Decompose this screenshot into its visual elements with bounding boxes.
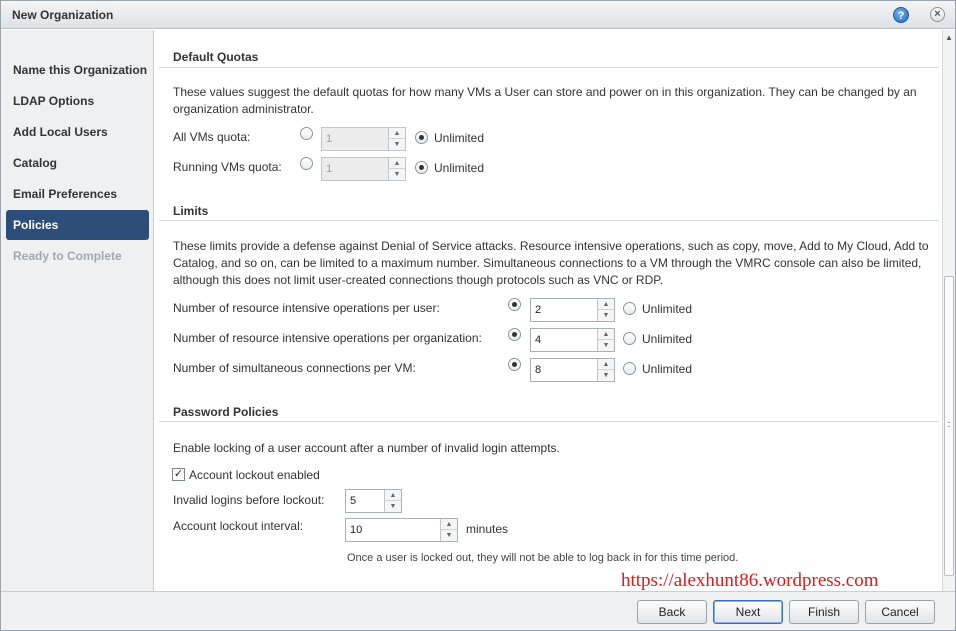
connections-per-vm-label: Number of simultaneous connections per VM: <box>173 361 416 375</box>
stepper-up-icon[interactable]: ▲ <box>598 359 614 370</box>
default-quotas-heading: Default Quotas <box>173 50 259 64</box>
stepper-up-icon[interactable]: ▲ <box>389 158 405 169</box>
ops-per-user-unlimited-label: Unlimited <box>642 302 693 316</box>
ops-per-org-unlimited-radio[interactable] <box>623 332 636 345</box>
watermark-url: https://alexhunt86.wordpress.com <box>621 570 879 591</box>
lockout-interval-note: Once a user is locked out, they will not be able to log back in for this time period. <box>347 552 739 564</box>
running-vms-quota-value-radio[interactable] <box>300 157 313 170</box>
sidebar-item-policies[interactable]: Policies <box>6 210 149 240</box>
sidebar-item-ldap-options[interactable]: LDAP Options <box>13 94 95 108</box>
ops-per-org-value-radio[interactable] <box>508 328 521 341</box>
title-bar <box>1 1 955 29</box>
limits-description: These limits provide a defense against Denial of Service attacks. Resource intensive operations, such as copy, move, Add to My Cloud, Add to Catalog, and so on, can be limited to a maximum number. Simultaneous connections to a VM through the VMRC console can also be limited, although this does not limit user-created connections though protocols such as VNC or RDP. <box>173 239 929 287</box>
ops-per-user-label: Number of resource intensive operations per user: <box>173 301 440 315</box>
default-quotas-description: These values suggest the default quotas for how many VMs a User can store and power on in this organization. They can be changed by an organization administrator. <box>173 85 917 116</box>
resize-grip-icon[interactable]: :: <box>947 419 951 429</box>
all-vms-quota-value-radio[interactable] <box>300 127 313 140</box>
policies-panel <box>155 30 942 591</box>
invalid-logins-stepper[interactable]: 5 ▲ ▼ <box>345 489 402 513</box>
back-button[interactable]: Back <box>637 600 707 624</box>
all-vms-unlimited-label: Unlimited <box>434 131 485 145</box>
vertical-scrollbar[interactable] <box>942 30 955 591</box>
password-policies-heading: Password Policies <box>173 405 279 419</box>
stepper-down-icon[interactable]: ▼ <box>389 503 397 510</box>
ops-per-user-unlimited-radio[interactable] <box>623 302 636 315</box>
ops-per-org-stepper[interactable]: 4 ▲ ▼ <box>530 328 615 352</box>
dialog-footer <box>1 591 955 630</box>
stepper-down-icon[interactable]: ▼ <box>602 312 610 319</box>
connections-per-vm-stepper[interactable]: 8 ▲ ▼ <box>530 358 615 382</box>
all-vms-unlimited-radio[interactable] <box>415 131 428 144</box>
sidebar-item-add-local-users[interactable]: Add Local Users <box>13 125 108 139</box>
cancel-button[interactable]: Cancel <box>865 600 935 624</box>
ops-per-org-label: Number of resource intensive operations per organization: <box>173 331 482 345</box>
running-vms-unlimited-label: Unlimited <box>434 161 485 175</box>
wizard-steps-sidebar <box>1 30 154 591</box>
lockout-interval-label: Account lockout interval: <box>173 519 304 533</box>
section-divider <box>159 67 939 68</box>
help-icon[interactable]: ? <box>893 7 909 23</box>
invalid-logins-label: Invalid logins before lockout: <box>173 493 325 507</box>
running-vms-unlimited-radio[interactable] <box>415 161 428 174</box>
account-lockout-checkbox[interactable]: ✓ <box>173 468 184 480</box>
stepper-up-icon[interactable]: ▲ <box>598 299 614 310</box>
stepper-down-icon[interactable]: ▼ <box>393 141 401 148</box>
section-divider <box>159 421 939 422</box>
connections-per-vm-unlimited-label: Unlimited <box>642 362 693 376</box>
all-vms-quota-stepper[interactable]: 1 ▲ ▼ <box>321 127 406 151</box>
password-policies-description: Enable locking of a user account after a number of invalid login attempts. <box>173 441 560 455</box>
connections-per-vm-value-radio[interactable] <box>508 358 521 371</box>
running-vms-quota-stepper[interactable]: 1 ▲ ▼ <box>321 157 406 181</box>
stepper-down-icon[interactable]: ▼ <box>602 372 610 379</box>
next-button[interactable]: Next <box>713 600 783 624</box>
ops-per-user-stepper[interactable]: 2 ▲ ▼ <box>530 298 615 322</box>
stepper-down-icon[interactable]: ▼ <box>393 171 401 178</box>
ops-per-user-value-radio[interactable] <box>508 298 521 311</box>
account-lockout-label: Account lockout enabled <box>189 468 320 482</box>
sidebar-item-ready-to-complete: Ready to Complete <box>13 249 122 263</box>
sidebar-item-catalog[interactable]: Catalog <box>13 156 58 170</box>
scroll-up-icon[interactable]: ▲ <box>945 33 953 42</box>
stepper-down-icon[interactable]: ▼ <box>602 342 610 349</box>
dialog-title: New Organization <box>12 8 114 22</box>
stepper-up-icon[interactable]: ▲ <box>441 519 457 530</box>
lockout-interval-unit: minutes <box>466 522 509 536</box>
lockout-interval-stepper[interactable]: 10 ▲ ▼ <box>345 518 458 542</box>
sidebar-item-email-preferences[interactable]: Email Preferences <box>13 187 118 201</box>
running-vms-quota-label: Running VMs quota: <box>173 160 282 174</box>
close-icon[interactable]: × <box>930 7 945 22</box>
section-divider <box>159 220 939 221</box>
stepper-up-icon[interactable]: ▲ <box>389 128 405 139</box>
finish-button[interactable]: Finish <box>789 600 859 624</box>
stepper-down-icon[interactable]: ▼ <box>445 532 453 539</box>
stepper-up-icon[interactable]: ▲ <box>598 329 614 340</box>
ops-per-org-unlimited-label: Unlimited <box>642 332 693 346</box>
connections-per-vm-unlimited-radio[interactable] <box>623 362 636 375</box>
all-vms-quota-label: All VMs quota: <box>173 130 251 144</box>
sidebar-item-name-organization[interactable]: Name this Organization <box>13 63 148 77</box>
limits-heading: Limits <box>173 204 209 218</box>
stepper-up-icon[interactable]: ▲ <box>385 490 401 501</box>
